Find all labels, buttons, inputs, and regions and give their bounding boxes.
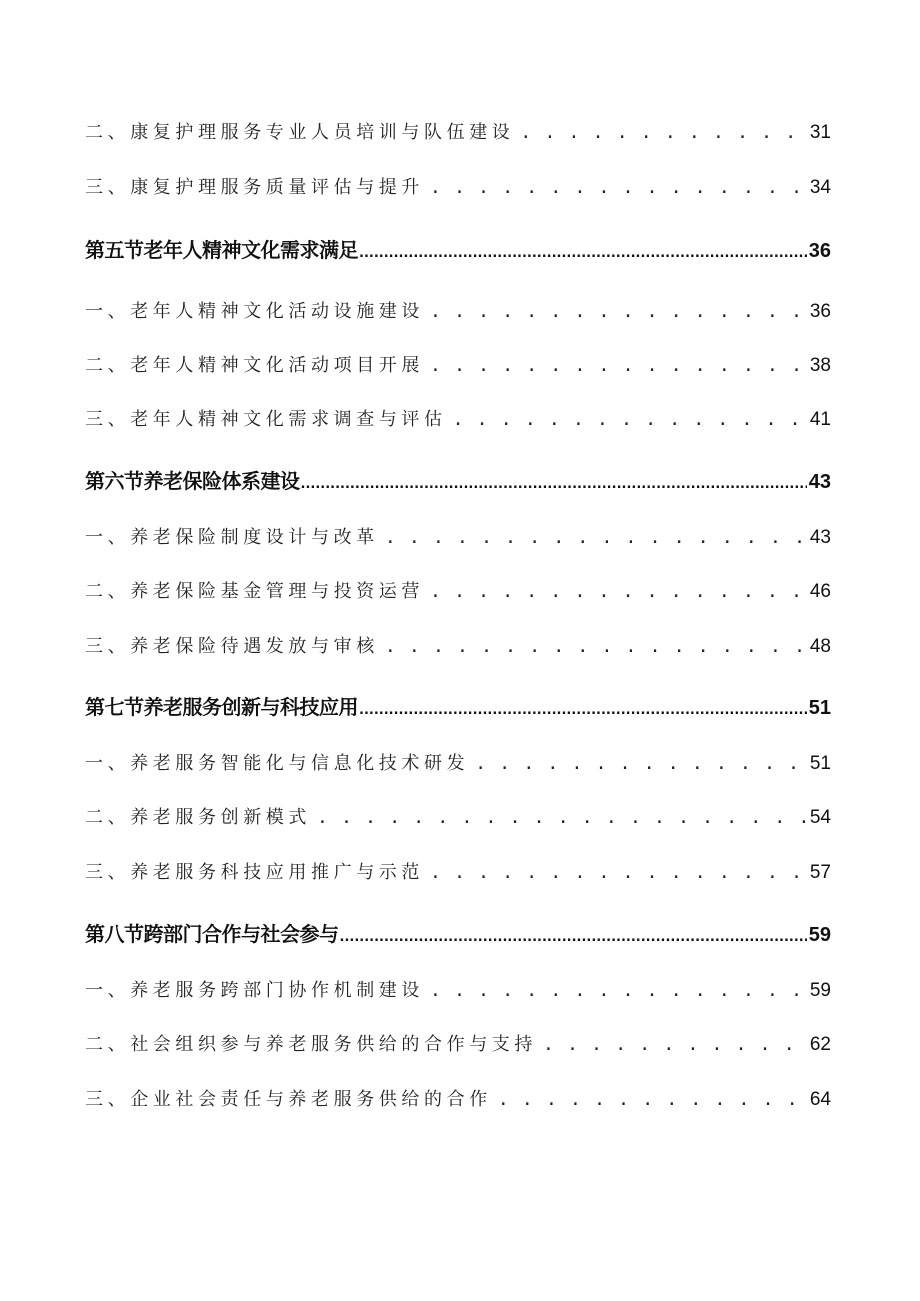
toc-entry[interactable] bbox=[85, 118, 831, 144]
toc-dot-leader bbox=[498, 1089, 808, 1110]
toc-entry-title: 一、养老保险制度设计与改革 bbox=[85, 527, 379, 548]
toc-section-page: 51 bbox=[808, 697, 831, 719]
toc-entry-page: 62 bbox=[809, 1034, 831, 1055]
toc-entry-page: 31 bbox=[809, 122, 831, 143]
toc-entry-page: 41 bbox=[809, 409, 831, 430]
toc-entry-page: 48 bbox=[809, 636, 831, 657]
toc-dot-leader bbox=[430, 581, 808, 602]
toc-entry-title: 一、老年人精神文化活动设施建设 bbox=[85, 301, 424, 322]
toc-entry[interactable] bbox=[85, 803, 831, 829]
toc-entry-page: 36 bbox=[809, 301, 831, 322]
toc-entry-title: 二、社会组织参与养老服务供给的合作与支持 bbox=[85, 1034, 537, 1055]
toc-section-title: 第八节跨部门合作与社会参与 bbox=[85, 922, 339, 946]
toc-entry-title: 三、养老服务科技应用推广与示范 bbox=[85, 862, 424, 883]
toc-section-title: 第六节养老保险体系建设 bbox=[85, 469, 300, 493]
toc-entry-title: 三、老年人精神文化需求调查与评估 bbox=[85, 409, 447, 430]
toc-entry[interactable] bbox=[85, 351, 831, 377]
toc-dot-leader bbox=[475, 753, 808, 774]
toc-entry-page: 46 bbox=[809, 581, 831, 602]
toc-entry-page: 38 bbox=[809, 355, 831, 376]
toc-dot-leader bbox=[359, 695, 807, 719]
toc-entry-page: 54 bbox=[809, 807, 831, 828]
toc-dot-leader bbox=[301, 469, 807, 493]
toc-dot-leader bbox=[430, 355, 808, 376]
toc-section-title: 第五节老年人精神文化需求满足 bbox=[85, 238, 358, 262]
toc-dot-leader bbox=[317, 807, 808, 828]
toc-entry-title: 一、养老服务跨部门协作机制建设 bbox=[85, 980, 424, 1001]
toc-entry-title: 三、康复护理服务质量评估与提升 bbox=[85, 177, 424, 198]
toc-entry-page: 34 bbox=[809, 177, 831, 198]
toc-entry[interactable] bbox=[85, 523, 831, 549]
toc-entry-page: 51 bbox=[809, 753, 831, 774]
toc-entry-title: 二、养老服务创新模式 bbox=[85, 807, 311, 828]
toc-entry[interactable] bbox=[85, 405, 831, 431]
toc-dot-leader bbox=[430, 301, 808, 322]
toc-entry[interactable] bbox=[85, 1030, 831, 1056]
toc-dot-leader bbox=[430, 862, 808, 883]
toc-dot-leader bbox=[543, 1034, 808, 1055]
toc-section-page: 36 bbox=[808, 240, 831, 262]
toc-entry[interactable] bbox=[85, 749, 831, 775]
toc-entry-title: 三、企业社会责任与养老服务供给的合作 bbox=[85, 1089, 492, 1110]
toc-dot-leader bbox=[430, 177, 808, 198]
toc-entry-page: 57 bbox=[809, 862, 831, 883]
toc-entry[interactable] bbox=[85, 632, 831, 658]
toc-entry-page: 59 bbox=[809, 980, 831, 1001]
toc-section-entry[interactable] bbox=[85, 691, 831, 720]
toc-entry[interactable] bbox=[85, 173, 831, 199]
toc-entry-title: 一、养老服务智能化与信息化技术研发 bbox=[85, 753, 470, 774]
toc-section-entry[interactable] bbox=[85, 465, 831, 494]
toc-dot-leader bbox=[359, 238, 807, 262]
toc-entry-page: 64 bbox=[809, 1089, 831, 1110]
toc-dot-leader bbox=[453, 409, 808, 430]
toc-entry-title: 三、养老保险待遇发放与审核 bbox=[85, 636, 379, 657]
toc-entry[interactable] bbox=[85, 577, 831, 603]
toc-dot-leader bbox=[385, 636, 808, 657]
toc-entry[interactable] bbox=[85, 297, 831, 323]
toc-section-entry[interactable] bbox=[85, 918, 831, 947]
toc-section-title: 第七节养老服务创新与科技应用 bbox=[85, 695, 358, 719]
toc-entry[interactable] bbox=[85, 1085, 831, 1111]
toc-dot-leader bbox=[340, 922, 807, 946]
toc-entry-title: 二、康复护理服务专业人员培训与队伍建设 bbox=[85, 122, 515, 143]
toc-entry-title: 二、老年人精神文化活动项目开展 bbox=[85, 355, 424, 376]
toc-entry-title: 二、养老保险基金管理与投资运营 bbox=[85, 581, 424, 602]
toc-dot-leader bbox=[385, 527, 808, 548]
toc-section-page: 43 bbox=[808, 471, 831, 493]
toc-dot-leader bbox=[430, 980, 808, 1001]
toc-section-entry[interactable] bbox=[85, 234, 831, 263]
toc-section-page: 59 bbox=[808, 924, 831, 946]
toc-dot-leader bbox=[520, 122, 807, 143]
toc-entry-page: 43 bbox=[809, 527, 831, 548]
toc-entry[interactable] bbox=[85, 976, 831, 1002]
toc-entry[interactable] bbox=[85, 858, 831, 884]
